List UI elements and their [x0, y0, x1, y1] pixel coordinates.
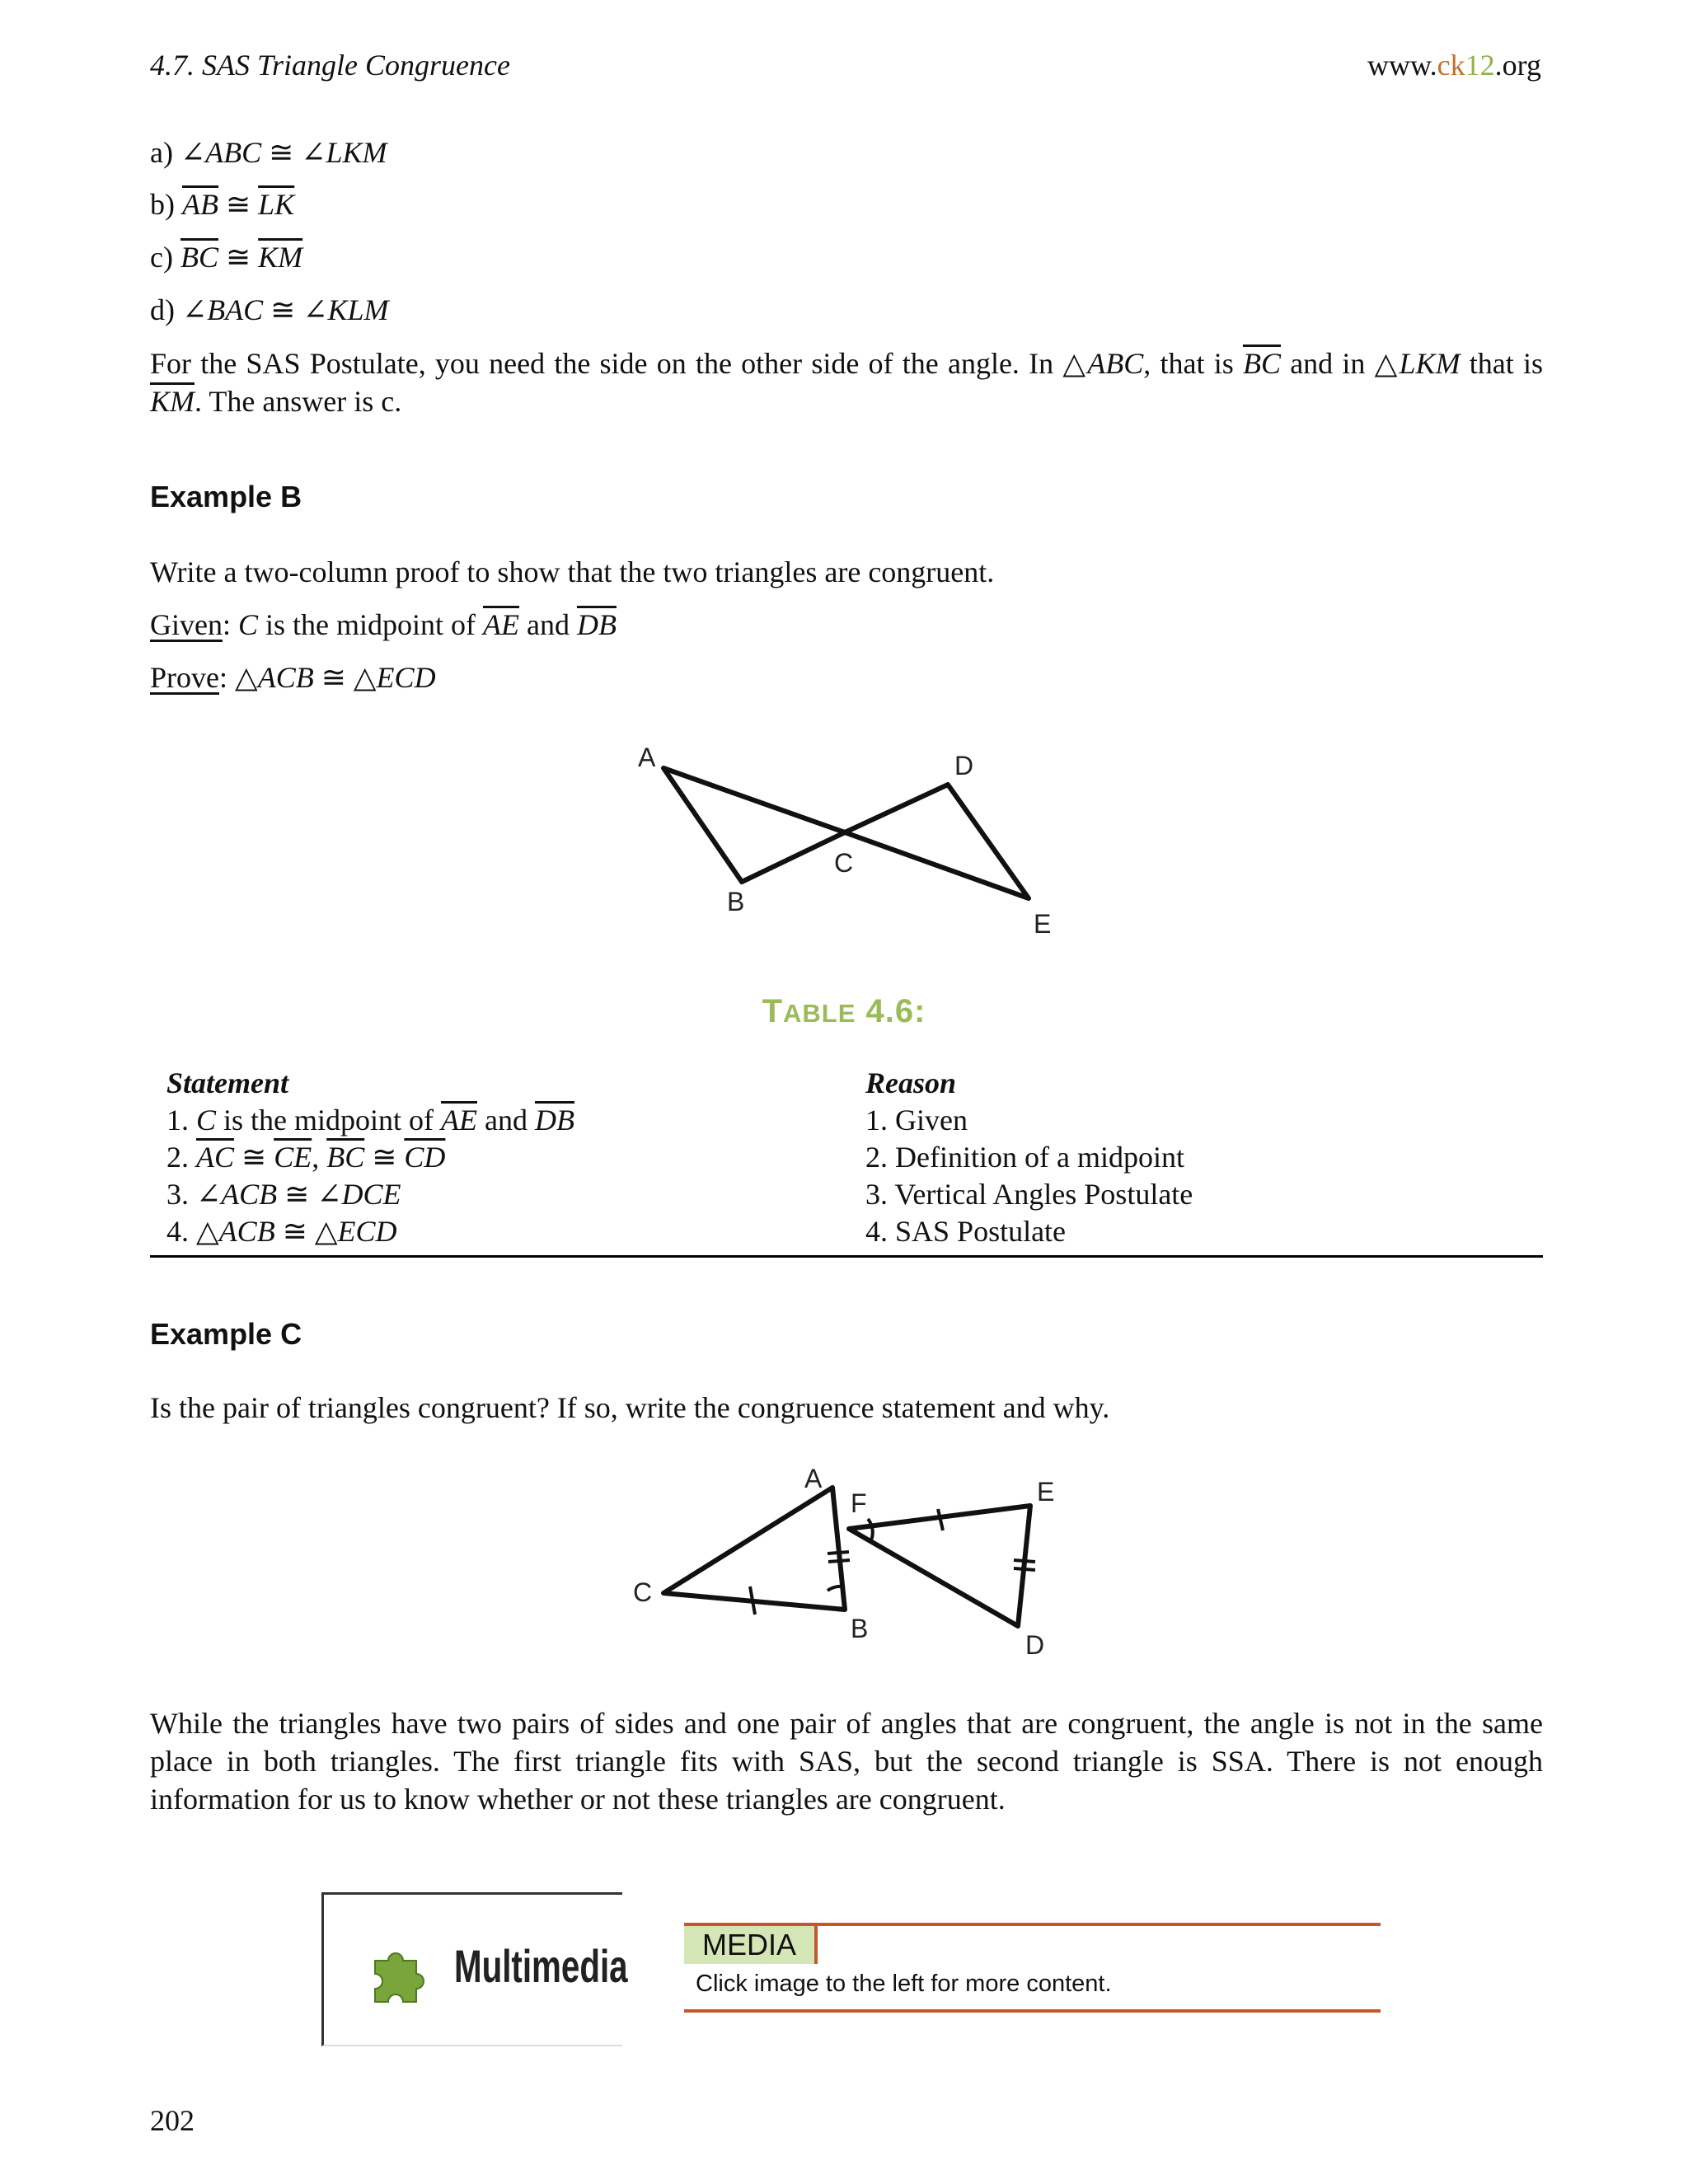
two-triangles-figure	[626, 1463, 1071, 1661]
label-d: D	[954, 751, 974, 780]
puzzle-piece-icon	[363, 1938, 436, 2010]
option-a: a) ∠ABC ≅ ∠LKM	[150, 136, 387, 169]
prove-line: Prove: △ACB ≅ △ECD	[150, 661, 436, 694]
example-c-question: Is the pair of triangles congruent? If so, write the congruence statement and why.	[150, 1391, 1110, 1424]
option-c: c) $\overline{BC}$ ≅ $\overline{KM}$	[150, 241, 303, 274]
table-caption: TABLE 4.6:	[762, 993, 926, 1029]
page-number: 202	[150, 2104, 195, 2137]
statement-1: 1. C is the midpoint of $\overline{AE}$ and $\overline{DB}$	[166, 1104, 574, 1137]
statement-4: 4. △ACB ≅ △ECD	[166, 1215, 397, 1248]
example-c-heading: Example C	[150, 1317, 302, 1351]
table-row	[150, 1102, 1543, 1139]
reason-2: 2. Definition of a midpoint	[865, 1141, 1184, 1174]
multimedia-label: Multimedia	[454, 1940, 628, 1992]
triangle-ecd	[845, 785, 1029, 898]
running-head: 4.7. SAS Triangle Congruence	[150, 49, 510, 82]
table-row	[150, 1139, 1543, 1176]
label-e: E	[1034, 909, 1052, 939]
given-line: Given: C is the midpoint of $\overline{AE}$ and $\overline{DB}$	[150, 608, 617, 641]
triangle-fed	[849, 1506, 1030, 1626]
url-num: 12	[1465, 49, 1495, 82]
option-b: b) $\overline{AB}$ ≅ $\overline{LK}$	[150, 188, 295, 221]
media-note: Click image to the left for more content.	[696, 1971, 1112, 1997]
option-d: d) ∠BAC ≅ ∠KLM	[150, 293, 389, 326]
label-e: E	[1037, 1477, 1055, 1507]
url-ck: ck	[1437, 49, 1465, 82]
label-c: C	[633, 1577, 653, 1607]
reason-1: 1. Given	[865, 1104, 968, 1137]
url-suffix: .org	[1494, 49, 1541, 82]
url-prefix: www.	[1367, 49, 1437, 82]
media-tag: MEDIA	[684, 1926, 818, 1964]
table-row	[150, 1176, 1543, 1213]
site-url[interactable]	[1367, 48, 1541, 82]
answer-paragraph: For the SAS Postulate, you need the side on the other side of the angle. In △ABC, that is $\overline{BC}$ and in △LKM that is $\overline{KM}$. The answer is c.	[150, 347, 1544, 418]
table-header-row	[150, 1065, 1543, 1102]
statement-2: 2. $\overline{AC}$ ≅ $\overline{CE}$, $\overline{BC}$ ≅ $\overline{CD}$	[166, 1141, 446, 1174]
bowtie-triangles-figure	[626, 733, 1071, 948]
header-statement: Statement	[166, 1066, 289, 1099]
table-row	[150, 1213, 1543, 1250]
example-c-explanation: While the triangles have two pairs of sides and one pair of angles that are congruent, the angle is not in the same place in both triangles. The first triangle fits with SAS, but the second triangle is SSA. There is not enough information for us to know whether or not these triangles are congruent.	[150, 1707, 1543, 1816]
label-c: C	[834, 848, 854, 878]
proof-table	[150, 1065, 1543, 1258]
label-b: B	[727, 887, 745, 916]
label-d: D	[1025, 1630, 1045, 1660]
reason-4: 4. SAS Postulate	[865, 1215, 1067, 1248]
example-b-heading: Example B	[150, 480, 302, 513]
example-b-instruction: Write a two-column proof to show that the two triangles are congruent.	[150, 555, 995, 588]
statement-3: 3. ∠ACB ≅ ∠DCE	[166, 1178, 401, 1211]
triangle-acb-c	[663, 1488, 845, 1610]
header-reason: Reason	[865, 1066, 957, 1099]
label-a: A	[804, 1464, 823, 1493]
multimedia-thumbnail[interactable]	[321, 1892, 628, 2046]
triangle-acb	[663, 768, 845, 882]
label-b: B	[851, 1614, 869, 1643]
label-f: F	[851, 1488, 867, 1518]
label-a: A	[638, 743, 656, 772]
reason-3: 3. Vertical Angles Postulate	[865, 1178, 1193, 1211]
media-panel	[684, 1923, 1381, 2013]
